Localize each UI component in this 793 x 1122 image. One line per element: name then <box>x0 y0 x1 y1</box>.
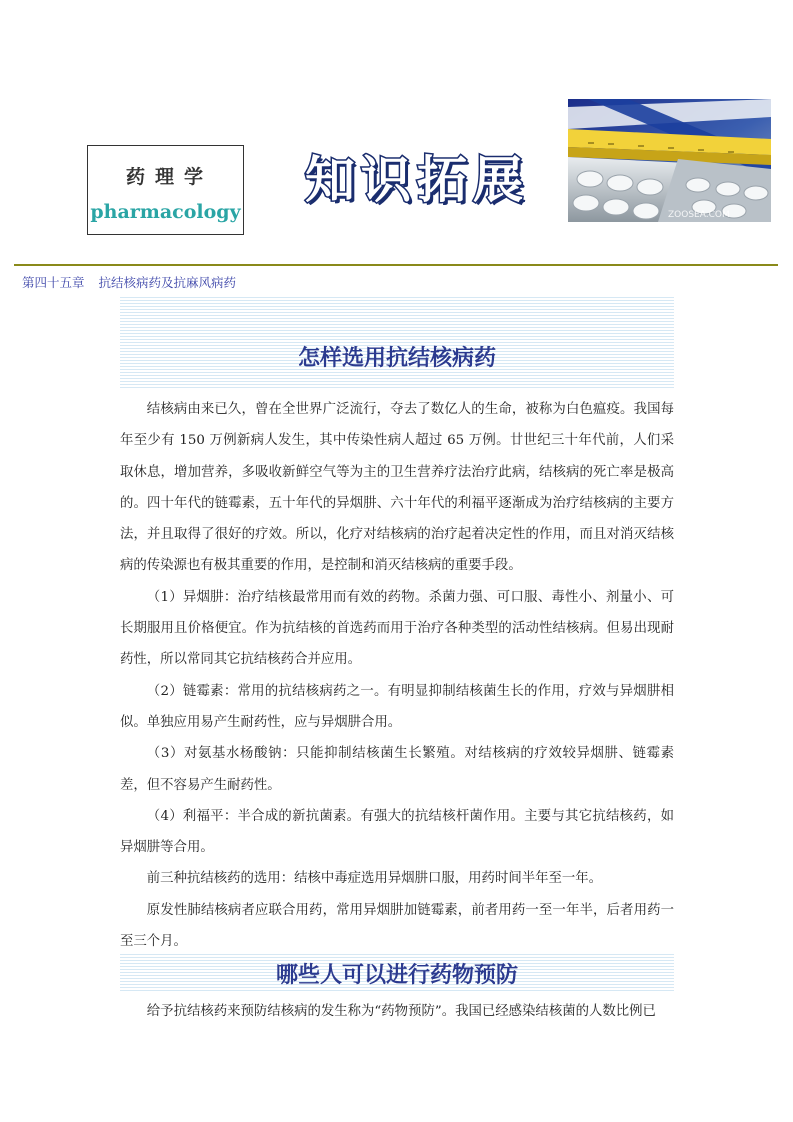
paragraph: （1）异烟肼：治疗结核最常用而有效的药物。杀菌力强、可口服、毒性小、剂量小、可长期服用且价格便宜。作为抗结核的首选药而用于治疗各种类型的活动性结核病。但易出现耐药性，所以常同其它抗结核药合并应用。 <box>120 589 674 668</box>
paragraph: （4）利福平：半合成的新抗菌素。有强大的抗结核杆菌作用。主要与其它抗结核药，如异烟肼等合用。 <box>120 808 674 856</box>
header-photo <box>568 99 771 222</box>
paragraph: 原发性肺结核病者应联合用药，常用异烟肼加链霉素，前者用药一至一年半，后者用药一至三个月。 <box>120 902 674 950</box>
banner-title: 知识拓展 <box>305 151 529 209</box>
paragraph: 结核病由来已久，曾在全世界广泛流行，夺去了数亿人的生命，被称为白色瘟疫。我国每年至少有 150 万例新病人发生，其中传染性病人超过 65 万例。廿世纪三十年代前，人们采取休息，增加营养，多吸收新鲜空气等为主的卫生营养疗法治疗此病，结核病的死亡率是极高的。四十年代的链霉素，五十年代的异烟肼、六十年代的利福平逐渐成为治疗结核病的主要方法，并且取得了很好的疗效。所以，化疗对结核病的治疗起着决定性的作用，而且对消灭结核病的传染源也有极其重要的作用，是控制和消灭结核病的重要手段。 <box>120 402 674 574</box>
paragraph: 给予抗结核药来预防结核病的发生称为“药物预防”。我国已经感染结核菌的人数比例已 <box>146 1004 656 1019</box>
chapter-number: 第四十五章 <box>22 275 85 290</box>
section-body <box>120 394 674 957</box>
section-heading-band <box>120 954 674 991</box>
section-body <box>120 996 674 1027</box>
logo-chinese: 药理学 <box>125 166 213 188</box>
paragraph: （2）链霉素：常用的抗结核病药之一。有明显抑制结核菌生长的作用，疗效与异烟肼相似。单独应用易产生耐药性，应与异烟肼合用。 <box>120 683 674 730</box>
photo-watermark: ZOOSEA.COM <box>668 210 730 220</box>
header-rule <box>14 264 778 266</box>
section-heading: 怎样选用抗结核病药 <box>297 346 496 371</box>
section-heading: 哪些人可以进行药物预防 <box>275 963 518 988</box>
paragraph: 前三种抗结核药的选用：结核中毒症选用异烟肼口服，用药时间半年至一年。 <box>146 871 603 887</box>
section-heading-band <box>120 297 674 389</box>
paragraph: （3）对氨基水杨酸钠：只能抑制结核菌生长繁殖。对结核病的疗效较异烟肼、链霉素差，但不容易产生耐药性。 <box>120 746 674 793</box>
chapter-title: 抗结核病药及抗麻风病药 <box>98 275 237 290</box>
logo-box <box>87 145 244 235</box>
logo-english: pharmacology <box>90 201 241 223</box>
chapter-line <box>22 273 236 291</box>
